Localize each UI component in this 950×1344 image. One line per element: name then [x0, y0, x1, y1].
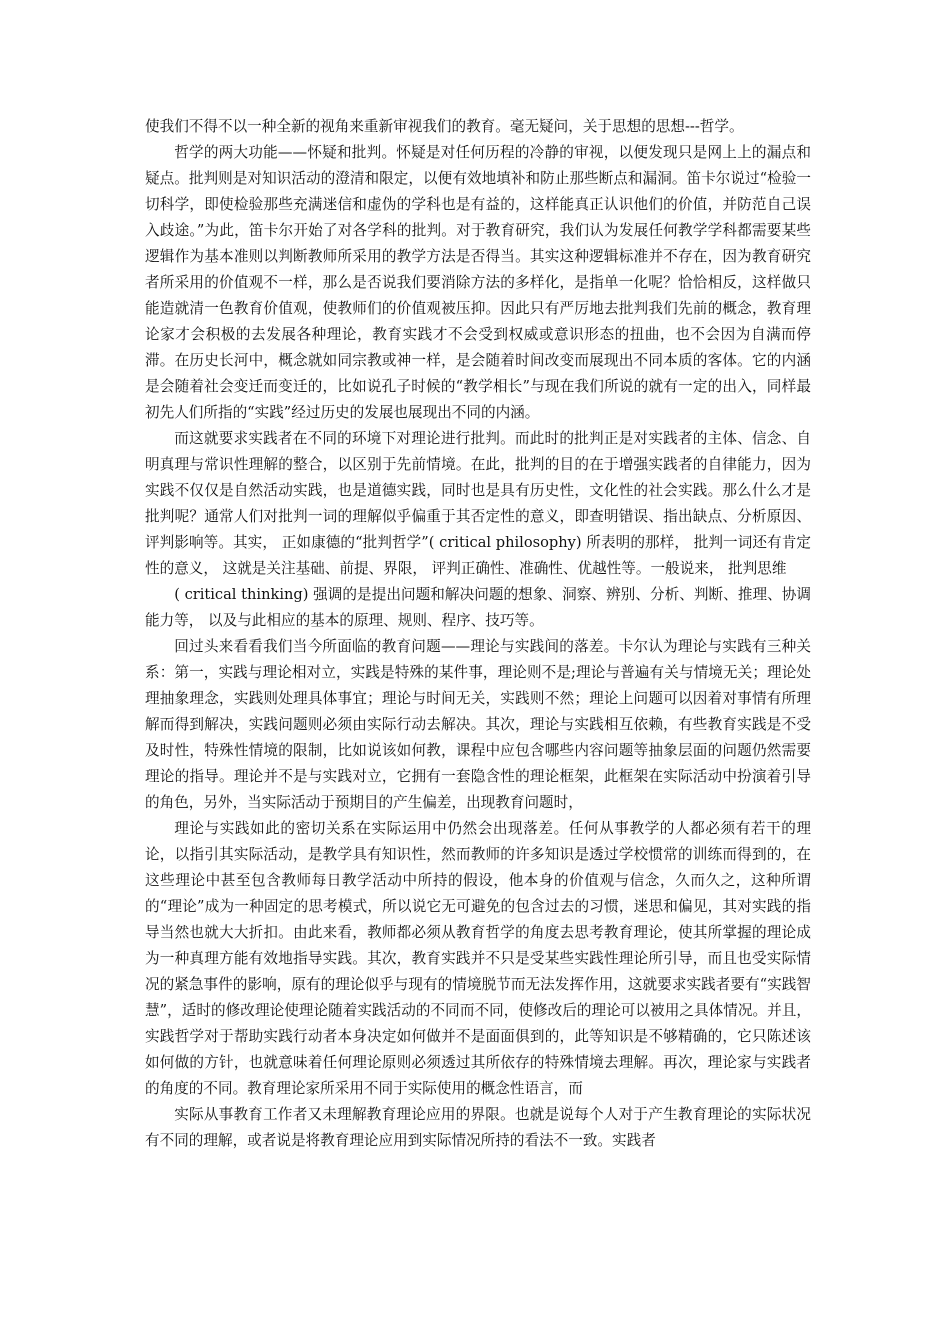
paragraph-continuation: 使我们不得不以一种全新的视角来重新审视我们的教育。毫无疑问，关于思想的思想---哲学。 — [145, 118, 744, 135]
document-page — [145, 114, 811, 1154]
paragraph-practitioners: 实际从事教育工作者又未理解教育理论应用的界限。也就是说每个人对于产生教育理论的实际状况有不同的理解，或者说是将教育理论应用到实际情况所持的看法不一致。实践者 — [145, 1106, 811, 1149]
paragraph-close-relationship: 理论与实践如此的密切关系在实际运用中仍然会出现落差。任何从事教学的人都必须有若干的理论，以指引其实际活动，是教学具有知识性，然而教师的许多知识是透过学校惯常的训练而得到的，在这些理论中甚至包含教师每日教学活动中所持的假设，他本身的价值观与信念，久而久之，这种所谓的“理论”成为一种固定的思考模式，所以说它无可避免的包含过去的习惯，迷思和偏见，其对实践的指导当然也就大大折扣。由此来看，教师都必须从教育哲学的角度去思考教育理论，使其所掌握的理论成为一种真理方能有效地指导实践。其次，教育实践并不只是受某些实践性理论所引导，而且也受实际情况的紧急事件的影响，原有的理论似乎与现有的情境脱节而无法发挥作用，这就要求实践者要有“实践智慧”，适时的修改理论使理论随着实践活动的不同而不同，使修改后的理论可以被用之具体情况。并且，实践哲学对于帮助实践行动者本身决定如何做并不是面面俱到的，此等知识是不够精确的，它只陈述该如何做的方针，也就意味着任何理论原则必须透过其所依存的特殊情境去理解。再次，理论家与实践者的角度的不同。教育理论家所采用不同于实际使用的概念性语言，而 — [145, 820, 811, 1097]
paragraph-critical-thinking: ( critical thinking) 强调的是提出问题和解决问题的想象、洞察、辨别、分析、判断、推理、协调能力等， 以及与此相应的基本的原理、规则、程序、技巧等。 — [145, 586, 811, 629]
paragraph-critique-practice: 而这就要求实践者在不同的环境下对理论进行批判。而此时的批判正是对实践者的主体、信念、自明真理与常识性理解的整合，以区别于先前情境。在此，批判的目的在于增强实践者的自律能力，因为实践不仅仅是自然活动实践，也是道德实践，同时也是具有历史性，文化性的社会实践。那么什么才是批判呢？通常人们对批判一词的理解似乎偏重于其否定性的意义，即查明错误、指出缺点、分析原因、评判影响等。其实， 正如康德的“批判哲学”( critical philosophy) 所表明的那样， 批判一词还有肯定性的意义， 这就是关注基础、前提、界限， 评判正确性、准确性、优越性等。一般说来， 批判思维 — [145, 430, 811, 577]
paragraph-philosophy-functions: 哲学的两大功能——怀疑和批判。怀疑是对任何历程的冷静的审视，以便发现只是网上上的漏点和疑点。批判则是对知识活动的澄清和限定，以便有效地填补和防止那些断点和漏洞。笛卡尔说过“检验一切科学，即使检验那些充满迷信和虚伪的学科也是有益的，这样能真正认识他们的价值，并防范自己误入歧途。”为此，笛卡尔开始了对各学科的批判。对于教育研究，我们认为发展任何教学学科都需要某些逻辑作为基本准则以判断教师所采用的教学方法是否得当。其实这种逻辑标准并不存在，因为教育研究者所采用的价值观不一样，那么是否说我们要消除方法的多样化，是指单一化呢？恰恰相反，这样做只能造就清一色教育价值观，使教师们的价值观被压抑。因此只有严厉地去批判我们先前的概念，教育理论家才会积极的去发展各种理论，教育实践才不会受到权威或意识形态的扭曲，也不会因为自满而停滞。在历史长河中，概念就如同宗教或神一样，是会随着时间改变而展现出不同本质的客体。它的内涵是会随着社会变迁而变迁的，比如说孔子时候的“教学相长”与现在我们所说的就有一定的出入，同样最初先人们所指的“实践”经过历史的发展也展现出不同的内涵。 — [145, 144, 811, 421]
paragraph-theory-practice-gap: 回过头来看看我们当今所面临的教育问题——理论与实践间的落差。卡尔认为理论与实践有三种关系：第一，实践与理论相对立，实践是特殊的某件事，理论则不是;理论与普遍有关与情境无关；理论处理抽象理念，实践则处理具体事宜；理论与时间无关，实践则不然；理论上问题可以因着对事情有所理解而得到解决，实践问题则必须由实际行动去解决。其次，理论与实践相互依赖，有些教育实践是不受及时性，特殊性情境的限制，比如说该如何教，课程中应包含哪些内容问题等抽象层面的问题仍然需要理论的指导。理论并不是与实践对立，它拥有一套隐含性的理论框架，此框架在实际活动中扮演着引导的角色，另外，当实际活动于预期目的产生偏差，出现教育问题时， — [145, 638, 811, 811]
